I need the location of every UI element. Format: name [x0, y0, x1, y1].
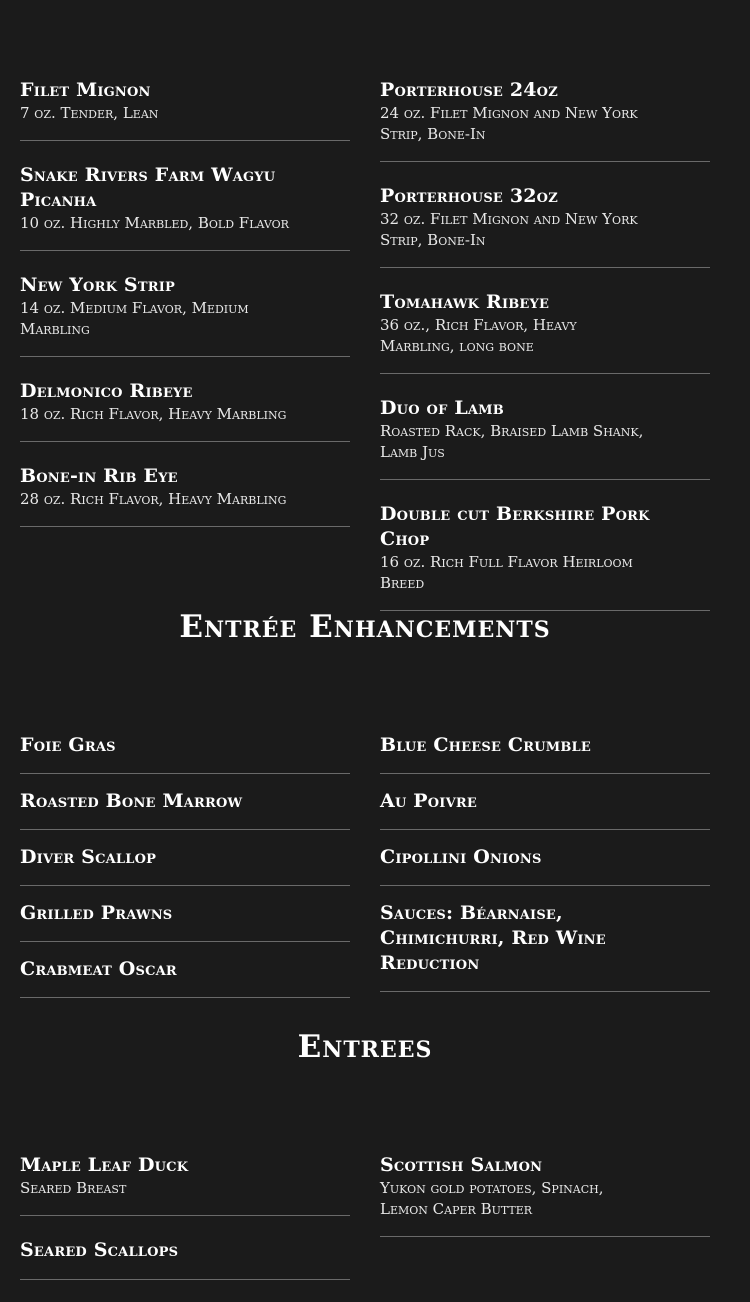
item-description: 14 oz. Medium Flavor, Medium Marbling [20, 299, 249, 338]
item-name: Sauces: Béarnaise, Chimichurri, Red Wine Reduction [380, 902, 606, 974]
item-name: Snake Rivers Farm Wagyu Picanha [20, 164, 276, 211]
item-name: Double cut Berkshire Pork Chop [380, 503, 650, 550]
item-description: 32 oz. Filet Mignon and New York Strip, Bone-In [380, 210, 638, 249]
item-name: Porterhouse 24oz [380, 79, 558, 101]
menu-item [20, 901, 350, 942]
item-description: 10 oz. Highly Marbled, Bold Flavor [20, 214, 289, 232]
menu-item [20, 379, 350, 442]
menu-item [20, 1238, 350, 1280]
item-description: Seared Breast [20, 1179, 127, 1197]
section-title-enhancements: Entrée Enhancements [179, 609, 551, 645]
menu-item [20, 957, 350, 998]
enhancements-grid [20, 733, 710, 1013]
item-name: Maple Leaf Duck [20, 1154, 189, 1176]
menu-item [380, 901, 710, 992]
item-name: Roasted Bone Marrow [20, 790, 243, 812]
menu-item [20, 789, 350, 830]
steaks-right-column [380, 78, 710, 633]
menu-item [20, 163, 350, 251]
item-name: Delmonico Ribeye [20, 380, 193, 402]
item-name: Cipollini Onions [380, 846, 542, 868]
menu-item [380, 845, 710, 886]
steaks-left-column [20, 78, 350, 633]
item-description: 36 oz., Rich Flavor, Heavy Marbling, long bone [380, 316, 577, 355]
item-description: 7 oz. Tender, Lean [20, 104, 159, 122]
menu-item [20, 733, 350, 774]
menu-item [20, 464, 350, 527]
item-description: Yukon gold potatoes, Spinach, Lemon Caper Butter [380, 1179, 604, 1218]
menu-item [380, 733, 710, 774]
menu-item [380, 78, 710, 162]
menu-item [380, 184, 710, 268]
item-name: Duo of Lamb [380, 397, 504, 419]
item-name: Grilled Prawns [20, 902, 173, 924]
steaks-grid [20, 78, 710, 633]
item-description: 18 oz. Rich Flavor, Heavy Marbling [20, 405, 287, 423]
menu-item [380, 396, 710, 480]
item-name: New York Strip [20, 274, 175, 296]
item-description: 16 oz. Rich Full Flavor Heirloom Breed [380, 553, 633, 592]
entrees-left-column [20, 1153, 350, 1302]
entrees-right-column [380, 1153, 710, 1302]
menu-item [20, 78, 350, 141]
menu-item [380, 502, 710, 611]
item-name: Au Poivre [380, 790, 477, 812]
menu-item [380, 789, 710, 830]
item-name: Porterhouse 32oz [380, 185, 558, 207]
item-description: 24 oz. Filet Mignon and New York Strip, Bone-In [380, 104, 638, 143]
item-name: Seared Scallops [20, 1239, 179, 1261]
item-name: Crabmeat Oscar [20, 958, 177, 980]
item-name: Foie Gras [20, 734, 116, 756]
item-description: 28 oz. Rich Flavor, Heavy Marbling [20, 490, 287, 508]
item-name: Scottish Salmon [380, 1154, 543, 1176]
item-name: Tomahawk Ribeye [380, 291, 550, 313]
menu-item [20, 1153, 350, 1216]
menu-item [20, 273, 350, 357]
item-name: Diver Scallop [20, 846, 157, 868]
item-name: Bone-in Rib Eye [20, 465, 178, 487]
item-name: Blue Cheese Crumble [380, 734, 591, 756]
entrees-grid [20, 1153, 710, 1302]
section-title-entrees: Entrees [297, 1029, 433, 1065]
item-name: Filet Mignon [20, 79, 151, 101]
menu-item [380, 1153, 710, 1237]
enhancements-left-column [20, 733, 350, 1013]
enhancements-right-column [380, 733, 710, 1013]
menu-item [20, 845, 350, 886]
item-description: Roasted Rack, Braised Lamb Shank, Lamb Jus [380, 422, 644, 461]
menu-item [380, 290, 710, 374]
